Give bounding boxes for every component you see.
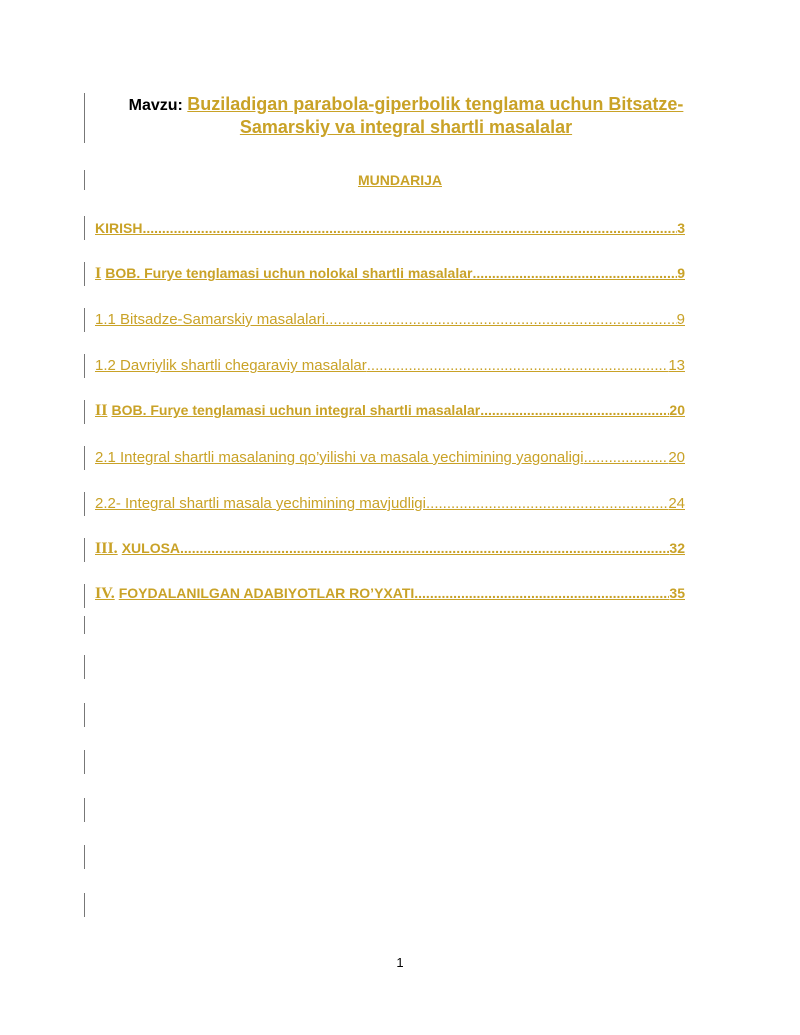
title-text-1[interactable]: Buziladigan parabola-giperbolik tenglama uchun Bitsatze- bbox=[187, 94, 684, 114]
margin-bar bbox=[84, 93, 85, 143]
toc-entry-page: 35 bbox=[669, 585, 685, 601]
toc-entry-label: XULOSA bbox=[121, 540, 181, 556]
margin-bar bbox=[84, 354, 85, 378]
toc-entry[interactable] bbox=[95, 449, 685, 466]
title-line-1 bbox=[96, 94, 716, 115]
toc-leader-dots bbox=[180, 540, 669, 556]
title-text-2[interactable]: Samarskiy va integral shartli masalalar bbox=[239, 117, 573, 137]
margin-bar bbox=[84, 845, 85, 869]
toc-entry[interactable] bbox=[95, 265, 685, 283]
toc-entry[interactable] bbox=[95, 220, 685, 236]
toc-entry-page: 20 bbox=[668, 449, 685, 466]
toc-leader-dots bbox=[584, 449, 669, 466]
toc-leader-dots bbox=[367, 357, 669, 374]
margin-bar bbox=[84, 655, 85, 679]
toc-entry-page: 24 bbox=[668, 495, 685, 512]
margin-bar bbox=[84, 750, 85, 774]
toc-leader-dots bbox=[414, 585, 669, 601]
toc-entry-label: 2.2- Integral shartli masala yechimining mavjudligi bbox=[95, 495, 426, 512]
subject-label: Mavzu: bbox=[128, 97, 183, 114]
margin-bar bbox=[84, 400, 85, 424]
margin-bar bbox=[84, 703, 85, 727]
toc-entry-number: I bbox=[95, 265, 102, 282]
toc-entry-number: II bbox=[95, 402, 108, 419]
toc-entry-label: BOB. Furye tenglamasi uchun integral shartli masalalar bbox=[111, 402, 481, 418]
toc-entry-number: IV. bbox=[95, 585, 115, 602]
toc-leader-dots bbox=[480, 402, 669, 418]
margin-bar bbox=[84, 262, 85, 286]
toc-entry[interactable] bbox=[95, 540, 685, 558]
page-number: 1 bbox=[396, 955, 404, 970]
toc-entry-label: 1.1 Bitsadze-Samarskiy masalalari bbox=[95, 311, 326, 328]
toc-entry[interactable] bbox=[95, 402, 685, 420]
toc-entry[interactable] bbox=[95, 585, 685, 603]
toc-entry-page: 3 bbox=[677, 220, 685, 236]
toc-entry[interactable] bbox=[95, 311, 685, 328]
toc-entry-page: 13 bbox=[668, 357, 685, 374]
toc-entry[interactable] bbox=[95, 357, 685, 374]
toc-entry-page: 20 bbox=[669, 402, 685, 418]
toc-entry-page: 9 bbox=[677, 265, 685, 281]
document-title bbox=[96, 94, 716, 138]
margin-bar bbox=[84, 584, 85, 608]
toc-leader-dots bbox=[472, 265, 677, 281]
toc-entry-label: FOYDALANILGAN ADABIYOTLAR RO’YXATI bbox=[118, 585, 415, 601]
toc-entry-number: III. bbox=[95, 540, 118, 557]
toc-entry[interactable] bbox=[95, 495, 685, 512]
toc-entry-page: 32 bbox=[669, 540, 685, 556]
toc-heading[interactable]: MUNDARIJA bbox=[358, 172, 442, 188]
toc-entry-label: KIRISH bbox=[95, 220, 143, 236]
toc-leader-dots bbox=[325, 311, 677, 328]
margin-bar bbox=[84, 616, 85, 634]
toc-leader-dots bbox=[142, 220, 677, 236]
margin-bar bbox=[84, 446, 85, 470]
toc-entry-label: BOB. Furye tenglamasi uchun nolokal shartli masalalar bbox=[105, 265, 473, 281]
margin-bar bbox=[84, 893, 85, 917]
toc-entry-label: 1.2 Davriylik shartli chegaraviy masalalar bbox=[95, 357, 367, 374]
toc-entry-label: 2.1 Integral shartli masalaning qo’yilishi va masala yechimining yagonaligi bbox=[95, 449, 584, 466]
margin-bar bbox=[84, 798, 85, 822]
toc-entry-page: 9 bbox=[676, 311, 685, 328]
margin-bar bbox=[84, 538, 85, 562]
toc-leader-dots bbox=[426, 495, 668, 512]
margin-bar bbox=[84, 216, 85, 240]
margin-bar bbox=[84, 492, 85, 516]
margin-bar bbox=[84, 308, 85, 332]
